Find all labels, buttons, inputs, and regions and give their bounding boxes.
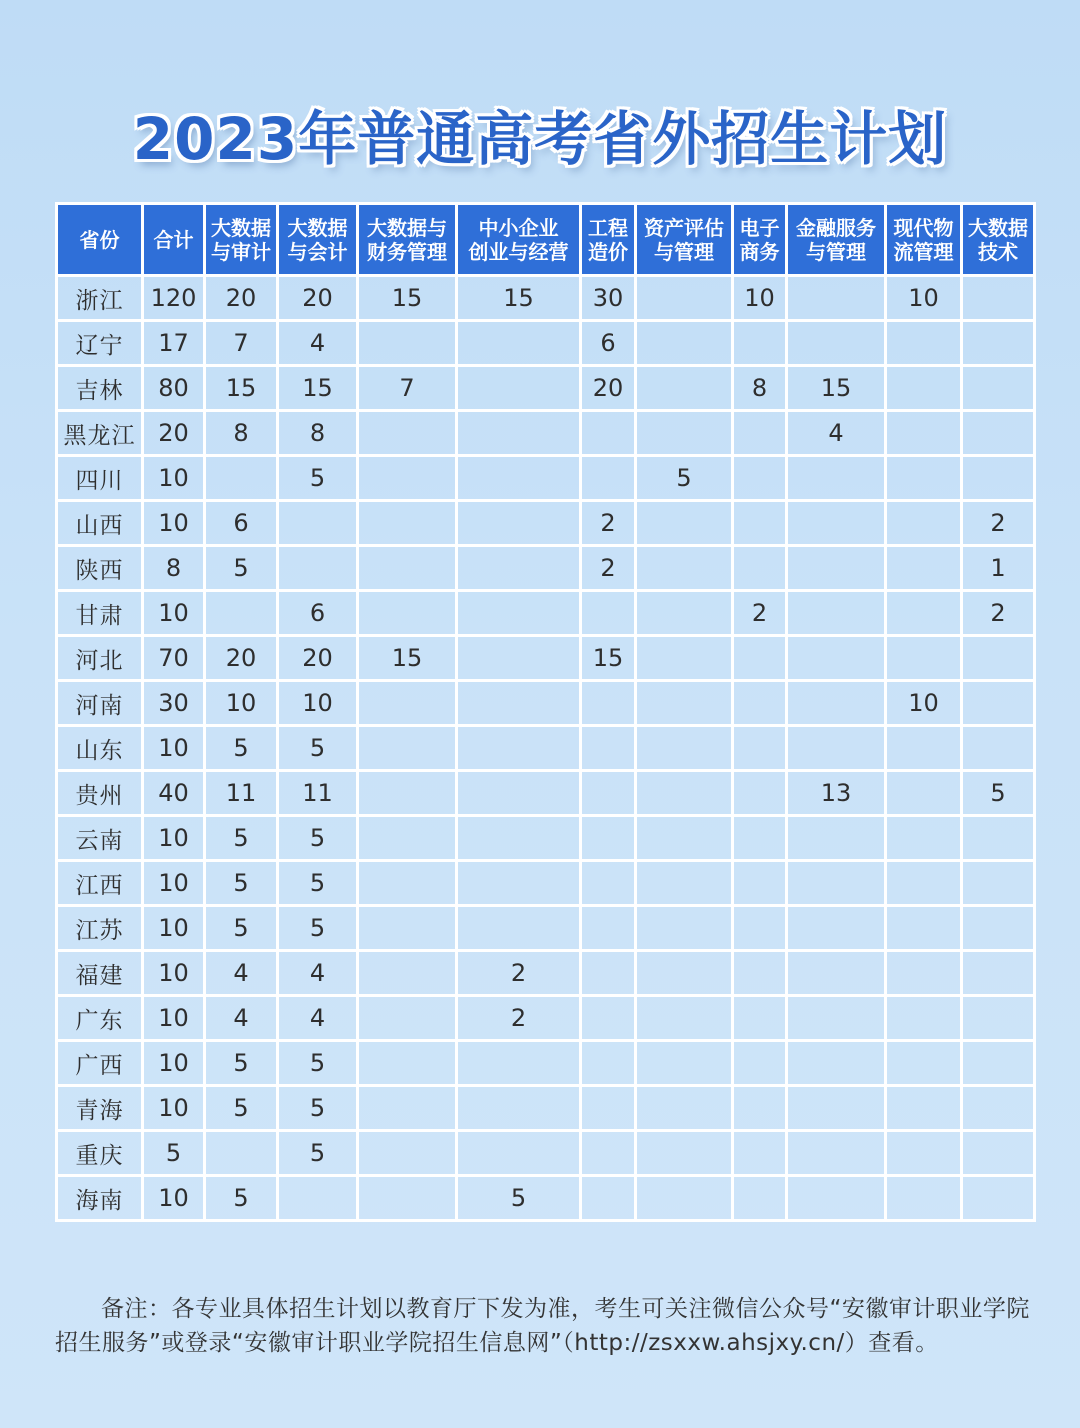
quota-cell: 30: [143, 681, 205, 726]
quota-cell: [358, 1176, 457, 1221]
quota-cell: [886, 1086, 962, 1131]
province-cell: 山东: [57, 726, 143, 771]
quota-cell: 5: [278, 1131, 358, 1176]
quota-cell: [733, 1086, 787, 1131]
quota-cell: [787, 501, 886, 546]
province-cell: 福建: [57, 951, 143, 996]
quota-cell: 2: [457, 996, 581, 1041]
province-cell: 云南: [57, 816, 143, 861]
quota-cell: [581, 456, 636, 501]
quota-cell: 5: [143, 1131, 205, 1176]
quota-cell: [787, 816, 886, 861]
quota-cell: [733, 996, 787, 1041]
enrollment-plan-table: [55, 202, 1036, 1222]
quota-cell: [278, 546, 358, 591]
quota-cell: [581, 906, 636, 951]
quota-cell: [886, 771, 962, 816]
quota-cell: [636, 996, 733, 1041]
province-cell: 河南: [57, 681, 143, 726]
quota-cell: [787, 276, 886, 321]
quota-cell: [787, 726, 886, 771]
quota-cell: 5: [205, 1176, 278, 1221]
quota-cell: [886, 501, 962, 546]
quota-cell: [886, 1041, 962, 1086]
province-cell: 重庆: [57, 1131, 143, 1176]
quota-cell: [733, 456, 787, 501]
table-row: [57, 636, 1035, 681]
quota-cell: [636, 1086, 733, 1131]
quota-cell: [358, 1131, 457, 1176]
quota-cell: [205, 1131, 278, 1176]
quota-cell: [962, 636, 1035, 681]
quota-cell: 5: [636, 456, 733, 501]
quota-cell: [787, 906, 886, 951]
quota-cell: [962, 726, 1035, 771]
quota-cell: [733, 1176, 787, 1221]
quota-cell: 5: [205, 546, 278, 591]
quota-cell: [636, 321, 733, 366]
quota-cell: [962, 681, 1035, 726]
quota-cell: [581, 771, 636, 816]
quota-cell: [733, 771, 787, 816]
footnote: 备注：各专业具体招生计划以教育厅下发为准，考生可关注微信公众号“安徽审计职业学院招生服务”或登录“安徽审计职业学院招生信息网”（http://zsxxw.ahsjxy.cn/）查看。: [55, 1296, 1030, 1356]
quota-cell: [457, 771, 581, 816]
province-cell: 山西: [57, 501, 143, 546]
quota-cell: 4: [278, 951, 358, 996]
quota-cell: [886, 591, 962, 636]
quota-cell: 10: [143, 591, 205, 636]
quota-cell: [358, 681, 457, 726]
quota-cell: 10: [886, 681, 962, 726]
quota-cell: 10: [143, 996, 205, 1041]
quota-cell: [581, 861, 636, 906]
quota-cell: [457, 456, 581, 501]
province-cell: 辽宁: [57, 321, 143, 366]
table-row: [57, 1041, 1035, 1086]
quota-cell: [581, 1131, 636, 1176]
quota-cell: 80: [143, 366, 205, 411]
quota-cell: 10: [143, 726, 205, 771]
quota-cell: 5: [205, 906, 278, 951]
table-row: [57, 816, 1035, 861]
quota-cell: [886, 1176, 962, 1221]
quota-cell: [358, 546, 457, 591]
quota-cell: [886, 726, 962, 771]
quota-cell: 10: [886, 276, 962, 321]
quota-cell: [787, 861, 886, 906]
quota-cell: [636, 681, 733, 726]
quota-cell: [962, 1041, 1035, 1086]
quota-cell: 10: [143, 1086, 205, 1131]
table-row: [57, 726, 1035, 771]
quota-cell: [787, 636, 886, 681]
quota-cell: [278, 501, 358, 546]
table-row: [57, 276, 1035, 321]
quota-cell: 11: [278, 771, 358, 816]
quota-cell: [457, 861, 581, 906]
quota-cell: [787, 681, 886, 726]
quota-cell: [636, 726, 733, 771]
quota-cell: [457, 411, 581, 456]
quota-cell: 2: [457, 951, 581, 996]
quota-cell: 10: [143, 816, 205, 861]
quota-cell: 7: [205, 321, 278, 366]
quota-cell: [636, 906, 733, 951]
quota-cell: 40: [143, 771, 205, 816]
quota-cell: [358, 501, 457, 546]
table-row: [57, 1086, 1035, 1131]
quota-cell: 5: [205, 1086, 278, 1131]
quota-cell: 10: [278, 681, 358, 726]
quota-cell: [205, 456, 278, 501]
quota-cell: 10: [143, 1176, 205, 1221]
quota-cell: 10: [143, 501, 205, 546]
column-header: 金融服务 与管理: [787, 204, 886, 276]
quota-cell: 5: [205, 726, 278, 771]
quota-cell: 13: [787, 771, 886, 816]
province-cell: 广东: [57, 996, 143, 1041]
quota-cell: 5: [205, 816, 278, 861]
quota-cell: [457, 681, 581, 726]
quota-cell: [962, 411, 1035, 456]
quota-cell: 5: [457, 1176, 581, 1221]
quota-cell: 5: [205, 861, 278, 906]
quota-cell: [581, 951, 636, 996]
quota-cell: 6: [581, 321, 636, 366]
quota-cell: 20: [278, 636, 358, 681]
quota-cell: [733, 501, 787, 546]
quota-cell: 15: [278, 366, 358, 411]
province-cell: 青海: [57, 1086, 143, 1131]
table-row: [57, 906, 1035, 951]
column-header: 大数据与 财务管理: [358, 204, 457, 276]
province-cell: 浙江: [57, 276, 143, 321]
province-cell: 海南: [57, 1176, 143, 1221]
quota-cell: 5: [278, 906, 358, 951]
quota-cell: 1: [962, 546, 1035, 591]
quota-cell: [962, 321, 1035, 366]
quota-cell: [358, 906, 457, 951]
table-header-row: [57, 204, 1035, 276]
quota-cell: 4: [278, 996, 358, 1041]
column-header: 大数据 与审计: [205, 204, 278, 276]
quota-cell: 5: [278, 1086, 358, 1131]
quota-cell: [636, 861, 733, 906]
column-header: 电子 商务: [733, 204, 787, 276]
quota-cell: [733, 636, 787, 681]
quota-cell: [636, 411, 733, 456]
quota-cell: [962, 366, 1035, 411]
quota-cell: [581, 591, 636, 636]
quota-cell: [787, 996, 886, 1041]
quota-cell: [733, 816, 787, 861]
quota-cell: [457, 1086, 581, 1131]
quota-cell: 7: [358, 366, 457, 411]
quota-cell: [886, 636, 962, 681]
quota-cell: [886, 366, 962, 411]
quota-cell: [457, 1131, 581, 1176]
quota-cell: 4: [205, 996, 278, 1041]
quota-cell: 15: [787, 366, 886, 411]
province-cell: 吉林: [57, 366, 143, 411]
quota-cell: [636, 366, 733, 411]
quota-cell: [636, 1176, 733, 1221]
quota-cell: [457, 366, 581, 411]
page-title: 2023年普通高考省外招生计划: [132, 105, 948, 173]
quota-cell: 20: [205, 276, 278, 321]
quota-cell: [636, 591, 733, 636]
quota-cell: [886, 816, 962, 861]
quota-cell: 5: [278, 456, 358, 501]
table-row: [57, 996, 1035, 1041]
table-row: [57, 456, 1035, 501]
quota-cell: [581, 1041, 636, 1086]
quota-cell: 6: [278, 591, 358, 636]
quota-cell: [358, 816, 457, 861]
quota-cell: [886, 546, 962, 591]
quota-cell: [962, 906, 1035, 951]
quota-cell: [733, 951, 787, 996]
quota-cell: [886, 1131, 962, 1176]
quota-cell: [733, 681, 787, 726]
table-row: [57, 321, 1035, 366]
quota-cell: [733, 321, 787, 366]
quota-cell: 20: [205, 636, 278, 681]
quota-cell: [358, 1086, 457, 1131]
table-row: [57, 546, 1035, 591]
quota-cell: [733, 546, 787, 591]
quota-cell: [457, 636, 581, 681]
quota-cell: [581, 1176, 636, 1221]
quota-cell: [278, 1176, 358, 1221]
quota-cell: 8: [205, 411, 278, 456]
quota-cell: 10: [143, 951, 205, 996]
quota-cell: [581, 411, 636, 456]
quota-cell: [358, 1041, 457, 1086]
quota-cell: [962, 1086, 1035, 1131]
quota-cell: [787, 1131, 886, 1176]
quota-cell: [733, 906, 787, 951]
quota-cell: 8: [143, 546, 205, 591]
table-row: [57, 951, 1035, 996]
quota-cell: 70: [143, 636, 205, 681]
province-cell: 江苏: [57, 906, 143, 951]
table-row: [57, 411, 1035, 456]
quota-cell: 5: [278, 816, 358, 861]
quota-cell: 20: [581, 366, 636, 411]
quota-cell: [358, 726, 457, 771]
quota-cell: [733, 1131, 787, 1176]
quota-cell: 6: [205, 501, 278, 546]
quota-cell: 15: [581, 636, 636, 681]
province-cell: 四川: [57, 456, 143, 501]
quota-cell: [962, 861, 1035, 906]
quota-cell: 4: [787, 411, 886, 456]
province-cell: 河北: [57, 636, 143, 681]
quota-cell: [457, 321, 581, 366]
table-row: [57, 861, 1035, 906]
table-row: [57, 681, 1035, 726]
table-row: [57, 1131, 1035, 1176]
quota-cell: 30: [581, 276, 636, 321]
quota-cell: [457, 906, 581, 951]
quota-cell: [636, 636, 733, 681]
quota-cell: 10: [143, 906, 205, 951]
quota-cell: 10: [205, 681, 278, 726]
quota-cell: [457, 1041, 581, 1086]
province-cell: 陕西: [57, 546, 143, 591]
column-header: 资产评估 与管理: [636, 204, 733, 276]
quota-cell: [733, 861, 787, 906]
quota-cell: [581, 726, 636, 771]
quota-cell: [358, 771, 457, 816]
quota-cell: [962, 1131, 1035, 1176]
quota-cell: 5: [205, 1041, 278, 1086]
quota-cell: [886, 321, 962, 366]
quota-cell: [457, 546, 581, 591]
quota-cell: [205, 591, 278, 636]
quota-cell: [787, 951, 886, 996]
quota-cell: [787, 1086, 886, 1131]
quota-cell: [636, 276, 733, 321]
quota-cell: [457, 726, 581, 771]
table-row: [57, 501, 1035, 546]
quota-cell: 5: [278, 726, 358, 771]
quota-cell: [787, 321, 886, 366]
quota-cell: 4: [278, 321, 358, 366]
quota-cell: [886, 906, 962, 951]
quota-cell: [358, 411, 457, 456]
province-cell: 甘肃: [57, 591, 143, 636]
quota-cell: 5: [962, 771, 1035, 816]
quota-cell: 10: [733, 276, 787, 321]
column-header: 大数据 与会计: [278, 204, 358, 276]
quota-cell: [962, 816, 1035, 861]
quota-cell: [636, 816, 733, 861]
quota-cell: [581, 996, 636, 1041]
quota-cell: 15: [358, 636, 457, 681]
table-row: [57, 591, 1035, 636]
quota-cell: 11: [205, 771, 278, 816]
quota-cell: [787, 1176, 886, 1221]
quota-cell: [581, 816, 636, 861]
quota-cell: [358, 591, 457, 636]
table-row: [57, 771, 1035, 816]
column-header: 省份: [57, 204, 143, 276]
province-cell: 黑龙江: [57, 411, 143, 456]
province-cell: 贵州: [57, 771, 143, 816]
quota-cell: [787, 1041, 886, 1086]
quota-cell: [581, 1086, 636, 1131]
table-row: [57, 366, 1035, 411]
quota-cell: [733, 726, 787, 771]
quota-cell: [962, 951, 1035, 996]
quota-cell: [636, 771, 733, 816]
quota-cell: 10: [143, 456, 205, 501]
quota-cell: 5: [278, 1041, 358, 1086]
column-header: 现代物 流管理: [886, 204, 962, 276]
column-header: 大数据 技术: [962, 204, 1035, 276]
quota-cell: [962, 1176, 1035, 1221]
quota-cell: [358, 456, 457, 501]
quota-cell: [886, 861, 962, 906]
quota-cell: [886, 951, 962, 996]
province-cell: 江西: [57, 861, 143, 906]
quota-cell: 2: [962, 591, 1035, 636]
quota-cell: [457, 591, 581, 636]
column-header: 工程 造价: [581, 204, 636, 276]
quota-cell: 5: [278, 861, 358, 906]
quota-cell: 15: [457, 276, 581, 321]
quota-cell: 8: [733, 366, 787, 411]
quota-cell: 15: [205, 366, 278, 411]
quota-cell: [581, 681, 636, 726]
quota-cell: [733, 411, 787, 456]
quota-cell: [636, 546, 733, 591]
quota-cell: [457, 501, 581, 546]
table-row: [57, 1176, 1035, 1221]
quota-cell: [886, 456, 962, 501]
quota-cell: 2: [733, 591, 787, 636]
quota-cell: [962, 996, 1035, 1041]
quota-cell: [358, 321, 457, 366]
quota-cell: 2: [581, 501, 636, 546]
quota-cell: 10: [143, 1041, 205, 1086]
column-header: 中小企业 创业与经营: [457, 204, 581, 276]
quota-cell: 120: [143, 276, 205, 321]
quota-cell: [636, 951, 733, 996]
quota-cell: [636, 501, 733, 546]
quota-cell: [358, 996, 457, 1041]
quota-cell: [886, 996, 962, 1041]
quota-cell: [787, 591, 886, 636]
quota-cell: [636, 1131, 733, 1176]
quota-cell: 20: [143, 411, 205, 456]
column-header: 合计: [143, 204, 205, 276]
quota-cell: 10: [143, 861, 205, 906]
quota-cell: 4: [205, 951, 278, 996]
quota-cell: 17: [143, 321, 205, 366]
quota-cell: [787, 546, 886, 591]
quota-cell: [962, 456, 1035, 501]
quota-cell: [787, 456, 886, 501]
province-cell: 广西: [57, 1041, 143, 1086]
quota-cell: 20: [278, 276, 358, 321]
quota-cell: 15: [358, 276, 457, 321]
quota-cell: [962, 276, 1035, 321]
quota-cell: [358, 861, 457, 906]
quota-cell: 2: [962, 501, 1035, 546]
enrollment-plan-table-container: [55, 202, 1033, 1222]
quota-cell: 2: [581, 546, 636, 591]
quota-cell: [733, 1041, 787, 1086]
quota-cell: 8: [278, 411, 358, 456]
quota-cell: [636, 1041, 733, 1086]
table-body: [57, 276, 1035, 1221]
quota-cell: [457, 816, 581, 861]
quota-cell: [886, 411, 962, 456]
quota-cell: [358, 951, 457, 996]
